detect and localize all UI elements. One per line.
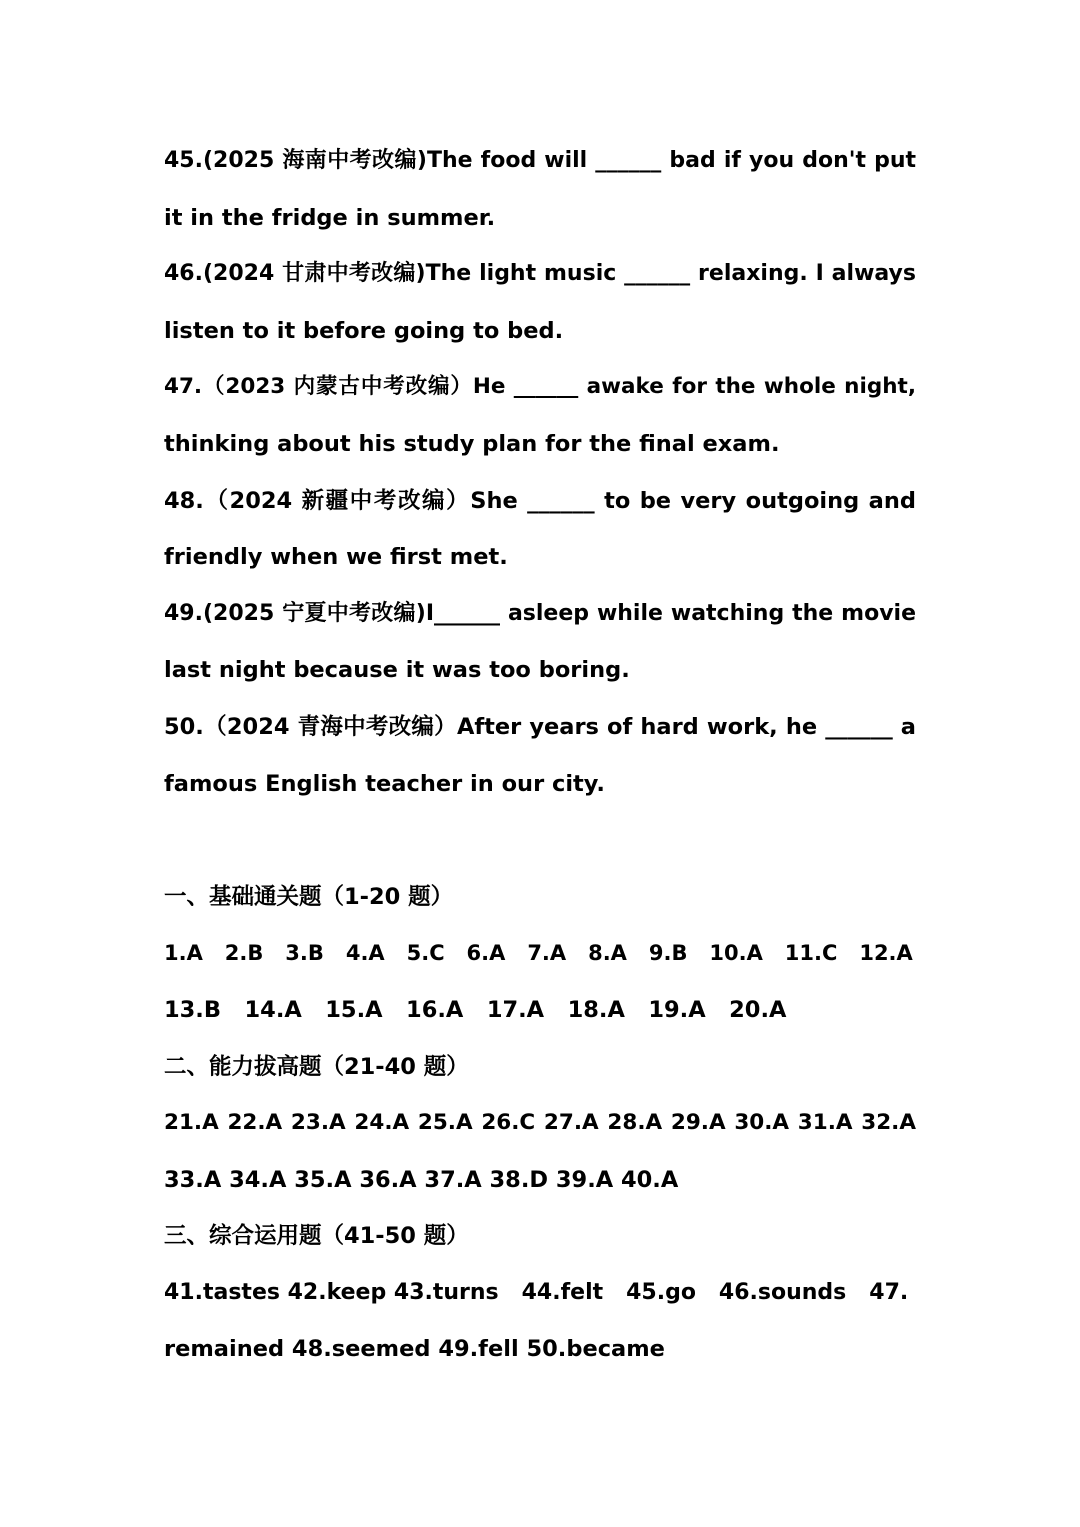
question-46-line-2: listen to it before going to bed. (164, 317, 564, 344)
answer-section-3-line-1: 41.tastes 42.keep 43.turns 44.felt 45.go 46.sounds 47. (164, 1279, 909, 1305)
question-50-line-2: famous English teacher in our city. (164, 770, 605, 797)
question-50-line-1 (164, 699, 916, 756)
question-source: (2025 宁夏中考改编) (202, 600, 426, 626)
question-number: 45. (164, 148, 203, 173)
answer-section-1-title: 一、基础通关题（1-20 题） (164, 883, 454, 910)
answer-section-2-title: 二、能力拔高题（21-40 题） (164, 1053, 469, 1080)
answer-section-1-line-2: 13.B 14.A 15.A 16.A 17.A 18.A 19.A 20.A (164, 996, 787, 1023)
document-page (164, 133, 916, 1378)
question-45-line-2: it in the fridge in summer. (164, 204, 496, 231)
answer-section-2-line-2: 33.A 34.A 35.A 36.A 37.A 38.D 39.A 40.A (164, 1166, 679, 1193)
question-48-line-1 (164, 473, 916, 530)
question-source: （2024 新疆中考改编） (203, 487, 471, 514)
question-text: I______ asleep while watching the movie (425, 600, 916, 626)
question-source: (2024 甘肃中考改编) (202, 261, 426, 287)
question-45-line-1 (164, 133, 916, 190)
answer-section-3-line-2: remained 48.seemed 49.fell 50.became (164, 1336, 665, 1363)
question-49-line-2: last night because it was too boring. (164, 657, 630, 684)
question-text: She ______ to be very outgoing and (470, 487, 916, 514)
question-47-line-2: thinking about his study plan for the final exam. (164, 430, 780, 457)
question-source: (2025 海南中考改编) (202, 148, 427, 173)
answer-section-1-line-1: 1.A 2.B 3.B 4.A 5.C 6.A 7.A 8.A 9.B 10.A 11.C 12.A (164, 941, 913, 966)
question-46-line-1 (164, 246, 916, 303)
question-47-line-1 (164, 359, 916, 416)
question-source: （2023 内蒙古中考改编） (202, 374, 473, 400)
question-48-line-2: friendly when we first met. (164, 544, 508, 571)
question-source: （2024 青海中考改编） (203, 713, 457, 740)
question-number: 50. (164, 713, 204, 740)
question-text: He ______ awake for the whole night, (472, 374, 916, 400)
question-49-line-1 (164, 586, 916, 643)
question-number: 48. (164, 487, 204, 514)
question-text: After years of hard work, he ______ a (456, 713, 916, 740)
section-spacer (164, 812, 916, 869)
question-number: 46. (164, 261, 203, 287)
question-text: The food will ______ bad if you don't put (426, 148, 917, 173)
answer-section-2-line-1: 21.A 22.A 23.A 24.A 25.A 26.C 27.A 28.A 29.A 30.A 31.A 32.A (164, 1110, 916, 1136)
question-text: The light music ______ relaxing. I always (425, 261, 916, 287)
question-number: 49. (164, 600, 203, 626)
question-number: 47. (164, 374, 203, 400)
answer-section-3-title: 三、综合运用题（41-50 题） (164, 1223, 469, 1250)
